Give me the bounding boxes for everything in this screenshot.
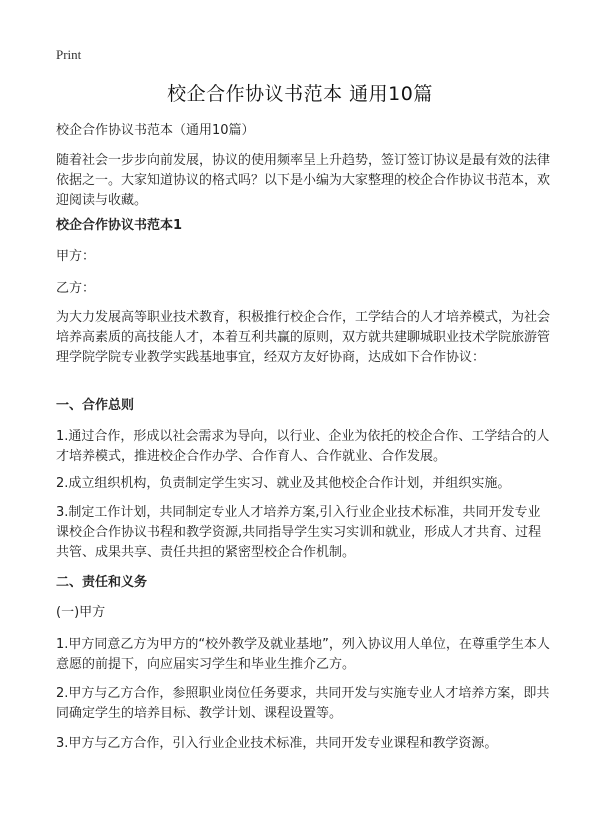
party-a-subheading: (一)甲方: [56, 605, 106, 620]
duty-clause-2: 2.甲方与乙方合作，参照职业岗位任务要求，共同开发与实施专业人才培养方案，即共同确定学生的培养目标、教学计划、课程设置等。: [56, 686, 550, 721]
heading-general: 一、合作总则: [56, 398, 135, 413]
doc-subtitle: 校企合作协议书范本（通用10篇）: [56, 123, 255, 138]
general-clause-1: 1.通过合作，形成以社会需求为导向，以行业、企业为依托的校企合作、工学结合的人才培养模式，推进校企合作办学、合作育人、合作就业、合作发展。: [56, 429, 550, 464]
page-title: 校企合作协议书范本 通用10篇: [167, 83, 433, 105]
print-label: Print: [56, 47, 82, 62]
duty-clause-3: 3.甲方与乙方合作，引入行业企业技术标准，共同开发专业课程和教学资源。: [56, 736, 498, 751]
purpose-paragraph: 为大力发展高等职业技术教育，积极推行校企合作，工学结合的人才培养模式，为社会培养高素质的高技能人才，本着互利共赢的原则，双方就共建聊城职业技术学院旅游管理学院学院专业教学实践基地事宜，经双方友好协商，达成如下合作协议：: [56, 310, 551, 365]
heading-duties: 二、责任和义务: [56, 575, 148, 590]
intro-paragraph: 随着社会一步步向前发展，协议的使用频率呈上升趋势，签订签订协议是最有效的法律依据之一。大家知道协议的格式吗？以下是小编为大家整理的校企合作协议书范本，欢迎阅读与收藏。: [56, 153, 551, 208]
duty-clause-1: 1.甲方同意乙方为甲方的“校外教学及就业基地”，列入协议用人单位，在尊重学生本人意愿的前提下，向应届实习学生和毕业生推介乙方。: [56, 637, 550, 672]
general-clause-3: 3.制定工作计划，共同制定专业人才培养方案,引入行业企业技术标准，共同开发专业课校企合作协议书程和教学资源,共同指导学生实习实训和就业，形成人才共育、过程共管、成果共享、责任共担的紧密型校企合作机制。: [56, 505, 542, 560]
party-a-label: 甲方：: [56, 249, 96, 264]
section-title: 校企合作协议书范本1: [56, 218, 183, 233]
party-b-label: 乙方：: [56, 281, 96, 296]
general-clause-2: 2.成立组织机构，负责制定学生实习、就业及其他校企合作计划，并组织实施。: [56, 476, 511, 491]
